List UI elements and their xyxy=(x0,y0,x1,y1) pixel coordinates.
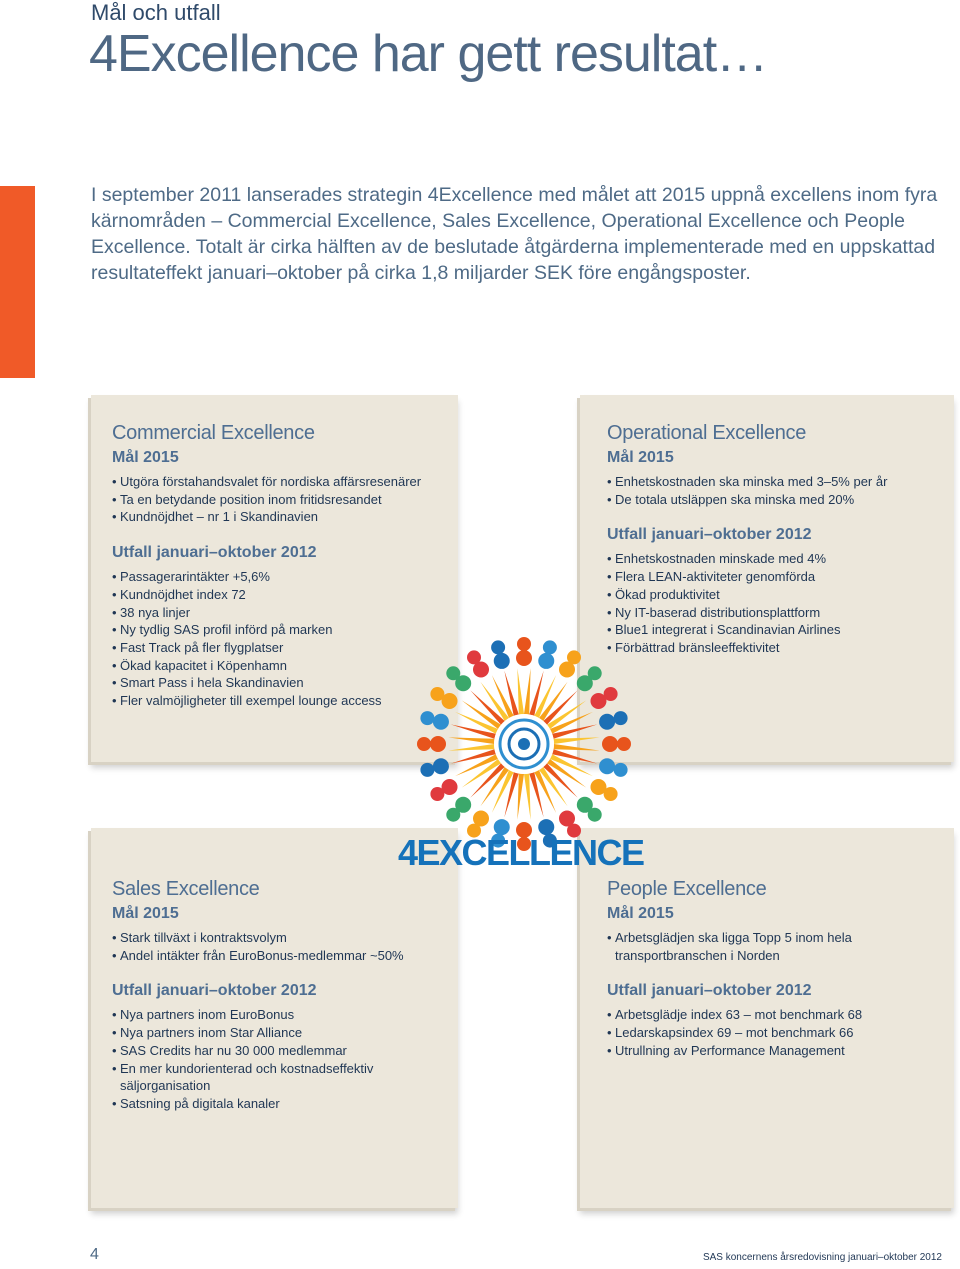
figure-body xyxy=(455,675,471,691)
list-item: • 38 nya linjer xyxy=(112,604,452,622)
list-item: • Smart Pass i hela Skandinavien xyxy=(112,674,452,692)
sun-ray xyxy=(524,668,531,714)
list-item: • Enhetskostnaden minskade med 4% xyxy=(607,550,947,568)
figure-body xyxy=(473,810,489,826)
figure-body xyxy=(430,736,446,752)
list-item: • Blue1 integrerat i Scandinavian Airlines xyxy=(607,621,947,639)
sales-excellence-section xyxy=(112,878,452,1113)
list-item: • Kundnöjdhet index 72 xyxy=(112,586,452,604)
section-label: Mål och utfall xyxy=(91,0,221,25)
section-title: People Excellence xyxy=(607,878,767,900)
figure-head xyxy=(543,640,557,654)
goal-list xyxy=(607,473,947,508)
result-heading: Utfall januari–oktober 2012 xyxy=(607,526,812,544)
list-item: • Kundnöjdhet – nr 1 i Skandinavien xyxy=(112,508,452,526)
goal-heading: Mål 2015 xyxy=(607,449,674,466)
list-item: • Ökad produktivitet xyxy=(607,586,947,604)
figure-body xyxy=(494,653,510,669)
figure-head xyxy=(614,711,628,725)
figure-body xyxy=(433,714,449,730)
figure-body xyxy=(559,662,575,678)
list-item: • Arbetsglädjen ska ligga Topp 5 inom hela transportbranschen i Norden xyxy=(607,929,937,964)
list-item: • Passagerarintäkter +5,6% xyxy=(112,568,452,586)
people-excellence-section xyxy=(607,878,947,1060)
list-item: • Ny IT-baserad distributionsplattform xyxy=(607,604,947,622)
figure-body xyxy=(538,653,554,669)
figure-body xyxy=(442,693,458,709)
figure-body xyxy=(442,779,458,795)
figure-head xyxy=(491,640,505,654)
result-list xyxy=(607,1006,947,1059)
list-item: • Ta en betydande position inom fritidsresandet xyxy=(112,491,452,509)
accent-bar xyxy=(0,186,35,378)
sun-ray xyxy=(554,737,600,744)
figure-body xyxy=(577,675,593,691)
figure-body xyxy=(473,662,489,678)
result-heading: Utfall januari–oktober 2012 xyxy=(112,982,317,1000)
list-item: • Arbetsglädje index 63 – mot benchmark 68 xyxy=(607,1006,947,1024)
section-title: Commercial Excellence xyxy=(112,422,315,444)
list-item: • Nya partners inom Star Alliance xyxy=(112,1024,412,1042)
operational-excellence-section xyxy=(607,422,947,657)
goal-list xyxy=(112,473,452,526)
list-item: • Nya partners inom EuroBonus xyxy=(112,1006,412,1024)
list-item: • En mer kundorienterad och kostnadseffektiv säljorganisation xyxy=(112,1060,412,1095)
list-item: • Fast Track på fler flygplatser xyxy=(112,639,452,657)
list-item: • Ledarskapsindex 69 – mot benchmark 66 xyxy=(607,1024,947,1042)
4excellence-emblem xyxy=(408,628,640,860)
figure-head xyxy=(517,637,531,651)
list-item: • Flera LEAN-aktiviteter genomförda xyxy=(607,568,947,586)
result-list xyxy=(112,568,452,710)
sun-ray xyxy=(517,774,524,820)
list-item: • Enhetskostnaden ska minska med 3–5% per år xyxy=(607,473,947,491)
figure-head xyxy=(420,711,434,725)
swirl-core xyxy=(518,738,530,750)
figure-body xyxy=(599,758,615,774)
figure-body xyxy=(590,779,606,795)
sun-ray xyxy=(448,744,494,751)
section-title: Operational Excellence xyxy=(607,422,807,444)
figure-head xyxy=(614,763,628,777)
list-item: • SAS Credits har nu 30 000 medlemmar xyxy=(112,1042,412,1060)
goal-heading: Mål 2015 xyxy=(112,449,179,466)
commercial-excellence-section xyxy=(112,422,452,710)
sun-ray xyxy=(524,774,531,820)
list-item: • Utrullning av Performance Management xyxy=(607,1042,947,1060)
list-item: • De totala utsläppen ska minska med 20% xyxy=(607,491,947,509)
emblem-graphic xyxy=(408,628,640,860)
figure-body xyxy=(602,736,618,752)
section-title: Sales Excellence xyxy=(112,878,260,900)
list-item: • Förbättrad bränsleeffektivitet xyxy=(607,639,947,657)
list-item: • Satsning på digitala kanaler xyxy=(112,1095,412,1113)
sun-ray xyxy=(517,668,524,714)
figure-head xyxy=(417,737,431,751)
figure-head xyxy=(420,763,434,777)
list-item: • Ny tydlig SAS profil införd på marken xyxy=(112,621,452,639)
goal-heading: Mål 2015 xyxy=(112,905,179,922)
figure-body xyxy=(590,693,606,709)
goal-heading: Mål 2015 xyxy=(607,905,674,922)
figure-body xyxy=(455,797,471,813)
figure-body xyxy=(433,758,449,774)
figure-body xyxy=(516,650,532,666)
footer-text: SAS koncernens årsredovisning januari–oktober 2012 xyxy=(702,1252,942,1263)
list-item: • Andel intäkter från EuroBonus-medlemmar ~50% xyxy=(112,947,452,965)
sun-ray xyxy=(448,737,494,744)
figure-body xyxy=(577,797,593,813)
figure-body xyxy=(559,810,575,826)
result-list xyxy=(112,1006,412,1112)
result-heading: Utfall januari–oktober 2012 xyxy=(112,544,317,562)
result-list xyxy=(607,550,947,656)
goal-list xyxy=(112,929,452,964)
page-title: 4Excellence har gett resultat… xyxy=(89,25,768,83)
list-item: • Stark tillväxt i kontraktsvolym xyxy=(112,929,452,947)
list-item: • Fler valmöjligheter till exempel lounge access xyxy=(112,692,452,710)
list-item: • Ökad kapacitet i Köpenhamn xyxy=(112,657,452,675)
goal-list xyxy=(607,929,937,964)
list-item: • Utgöra förstahandsvalet för nordiska affärsresenärer xyxy=(112,473,452,491)
result-heading: Utfall januari–oktober 2012 xyxy=(607,982,812,1000)
figure-head xyxy=(617,737,631,751)
sun-ray xyxy=(554,744,600,751)
intro-paragraph: I september 2011 lanserades strategin 4Excellence med målet att 2015 uppnå excellens inom fyra kärnområden – Commercial Excellence, Sales Excellence, Operational Excellence och People Excellence. Totalt är cirka hälften av de beslutade åtgärderna implementerade med en uppskattad resultateffekt januari–oktober på cirka 1,8 miljarder SEK före engångsposter. xyxy=(91,184,938,284)
figure-body xyxy=(599,714,615,730)
4excellence-logo-text: 4EXCELLENCE xyxy=(398,832,644,873)
page-number: 4 xyxy=(90,1246,99,1263)
